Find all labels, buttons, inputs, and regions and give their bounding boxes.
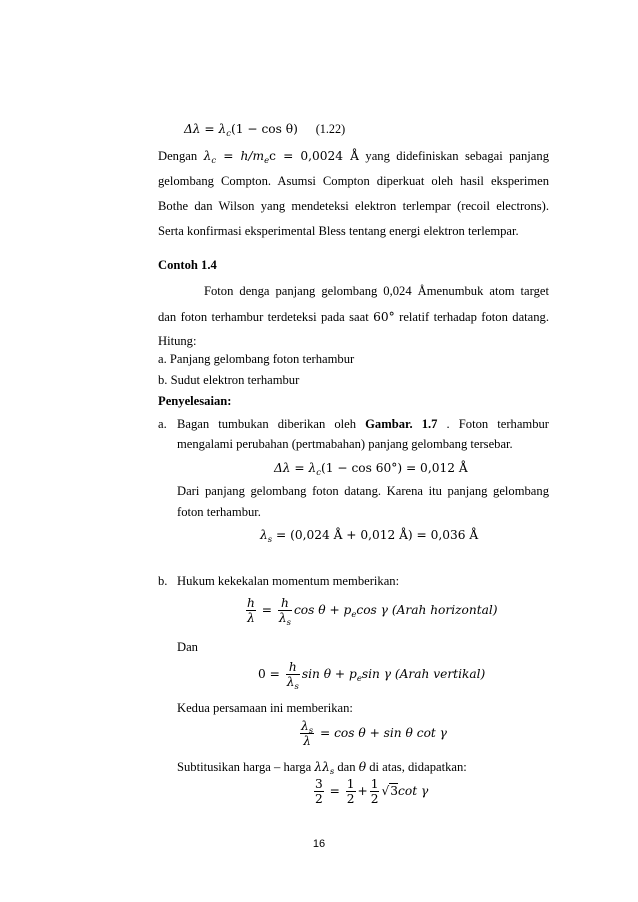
text: yang didefiniskan sebagai panjang (365, 149, 549, 163)
denominator: λ (278, 611, 287, 626)
para1-line3: Bothe dan Wilson yang mendeteksi elektron terlempar (recoil electrons). (158, 199, 549, 213)
eq-tail: sin θ + p (301, 667, 357, 682)
equation-number: (1.22) (315, 122, 346, 136)
eq-sub: s (267, 535, 273, 545)
numerator-sub: s (308, 726, 314, 736)
equals: = (261, 603, 272, 618)
eq-lhs: 0 = (258, 667, 280, 682)
solution-b-eq4 (312, 777, 428, 806)
solution-b-eq2 (258, 660, 486, 693)
solution-a-line2: mengalami perubahan (pertmabahan) panjang gelombang tersebar. (177, 437, 513, 451)
fraction (314, 777, 324, 806)
eq-sub: e (356, 674, 362, 685)
compton-wavelength-math (203, 149, 359, 166)
eq-lhs: Δλ = λ (184, 122, 227, 136)
math-sub: c (211, 156, 217, 166)
solution-a-eq2 (260, 528, 479, 545)
eq-rhs: = (0,024 Å + 0,012 Å) = 0,036 Å (272, 528, 479, 542)
figure-reference: Gambar. 1.7 (365, 417, 438, 431)
solution-b-line3 (177, 760, 467, 775)
math-var: λλ (314, 760, 330, 774)
fraction (278, 596, 292, 629)
eq-rhs: (1 − cos 60°) = 0,012 Å (320, 461, 468, 475)
eq-sub: c (316, 468, 321, 478)
example-line1: Foton denga panjang gelombang 0,024 Åmenumbuk atom target (204, 284, 549, 298)
plus: + (357, 784, 368, 799)
denominator-sub: s (294, 682, 299, 693)
eq-tail: sin γ (Arah vertikal) (361, 667, 486, 682)
fraction (246, 596, 256, 625)
math-var: λ (203, 149, 212, 163)
solution-b-line2: Kedua persamaan ini memberikan: (177, 701, 353, 715)
numerator: h (280, 596, 289, 610)
radicand: 3 (390, 784, 399, 799)
solution-b-line1: Hukum kekekalan momentum memberikan: (177, 574, 400, 588)
denominator: 2 (370, 792, 379, 807)
solution-b-dan: Dan (177, 640, 198, 654)
denominator: 2 (315, 792, 323, 807)
text: . Foton terhambur (446, 417, 549, 431)
text: relatif terhadap foton datang. (399, 310, 549, 324)
math-sub: s (329, 767, 335, 777)
eq-lhs: λ (260, 528, 268, 542)
solution-a-marker: a. (158, 417, 167, 431)
numerator: λ (301, 719, 309, 733)
example-line3: Hitung: (158, 334, 197, 348)
numerator: h (247, 596, 255, 610)
sqrt-icon: √ (381, 784, 390, 799)
fraction (300, 719, 314, 748)
solution-a-line3: Dari panjang gelombang foton datang. Karena itu panjang gelombang (177, 484, 549, 498)
eq-rhs: (1 − cos θ) (230, 122, 298, 136)
para1-line4: Serta konfirmasi eksperimental Bless tentang energi elektron terlempar. (158, 224, 519, 238)
eq-sub: e (351, 610, 357, 621)
numerator: 1 (346, 777, 355, 791)
eq-tail: cos γ (Arah horizontal) (356, 603, 498, 618)
text: Bagan tumbukan diberikan oleh (177, 417, 357, 431)
para1-line2: gelombang Compton. Asumsi Compton diperkuat oleh hasil eksperimen (158, 174, 549, 188)
math-sub: e (264, 156, 270, 166)
math-var: c = 0,0024 Å (269, 149, 359, 163)
solution-heading: Penyelesaian: (158, 394, 232, 408)
fraction (370, 777, 380, 806)
math-var: = h/m (216, 149, 265, 163)
page-number: 16 (312, 838, 326, 850)
text: dan foton terhambur terdeteksi pada saat (158, 310, 369, 324)
solution-b-eq3 (298, 719, 447, 748)
solution-a-eq1 (274, 461, 468, 478)
solution-a-line1 (177, 417, 549, 432)
eq-tail: = cos θ + sin θ cot γ (319, 726, 447, 741)
text: Dengan (158, 149, 198, 163)
example-line2 (158, 310, 549, 325)
denominator: λ (286, 675, 295, 690)
math-var: θ (358, 760, 367, 774)
solution-a-line4: foton terhambur. (177, 505, 261, 519)
denominator: λ (247, 611, 255, 626)
text: Subtitusikan harga – harga (177, 760, 312, 774)
text: di atas, didapatkan: (369, 760, 467, 774)
numerator: 3 (315, 777, 323, 791)
solution-b-marker: b. (158, 574, 168, 588)
example-item-a: a. Panjang gelombang foton terhambur (158, 352, 355, 366)
solution-b-eq1 (244, 596, 498, 629)
eq-lhs: Δλ = λ (274, 461, 317, 475)
example-item-b: b. Sudut elektron terhambur (158, 373, 300, 387)
para1-line1 (158, 149, 549, 164)
eq-sub: c (226, 129, 231, 139)
text: dan (337, 760, 356, 774)
fraction (346, 777, 356, 806)
equals: = (329, 784, 340, 799)
denominator: 2 (346, 792, 355, 807)
equation-1-22 (184, 122, 345, 137)
fraction (286, 660, 300, 693)
numerator: h (288, 660, 297, 674)
eq-tail: cot γ (398, 784, 429, 799)
denominator-sub: s (286, 618, 291, 629)
example-heading: Contoh 1.4 (158, 258, 217, 272)
eq-tail: cos θ + p (293, 603, 352, 618)
math-var (314, 760, 335, 777)
angle-math: 60° (373, 310, 395, 324)
denominator: λ (300, 733, 314, 748)
numerator: 1 (370, 777, 379, 791)
